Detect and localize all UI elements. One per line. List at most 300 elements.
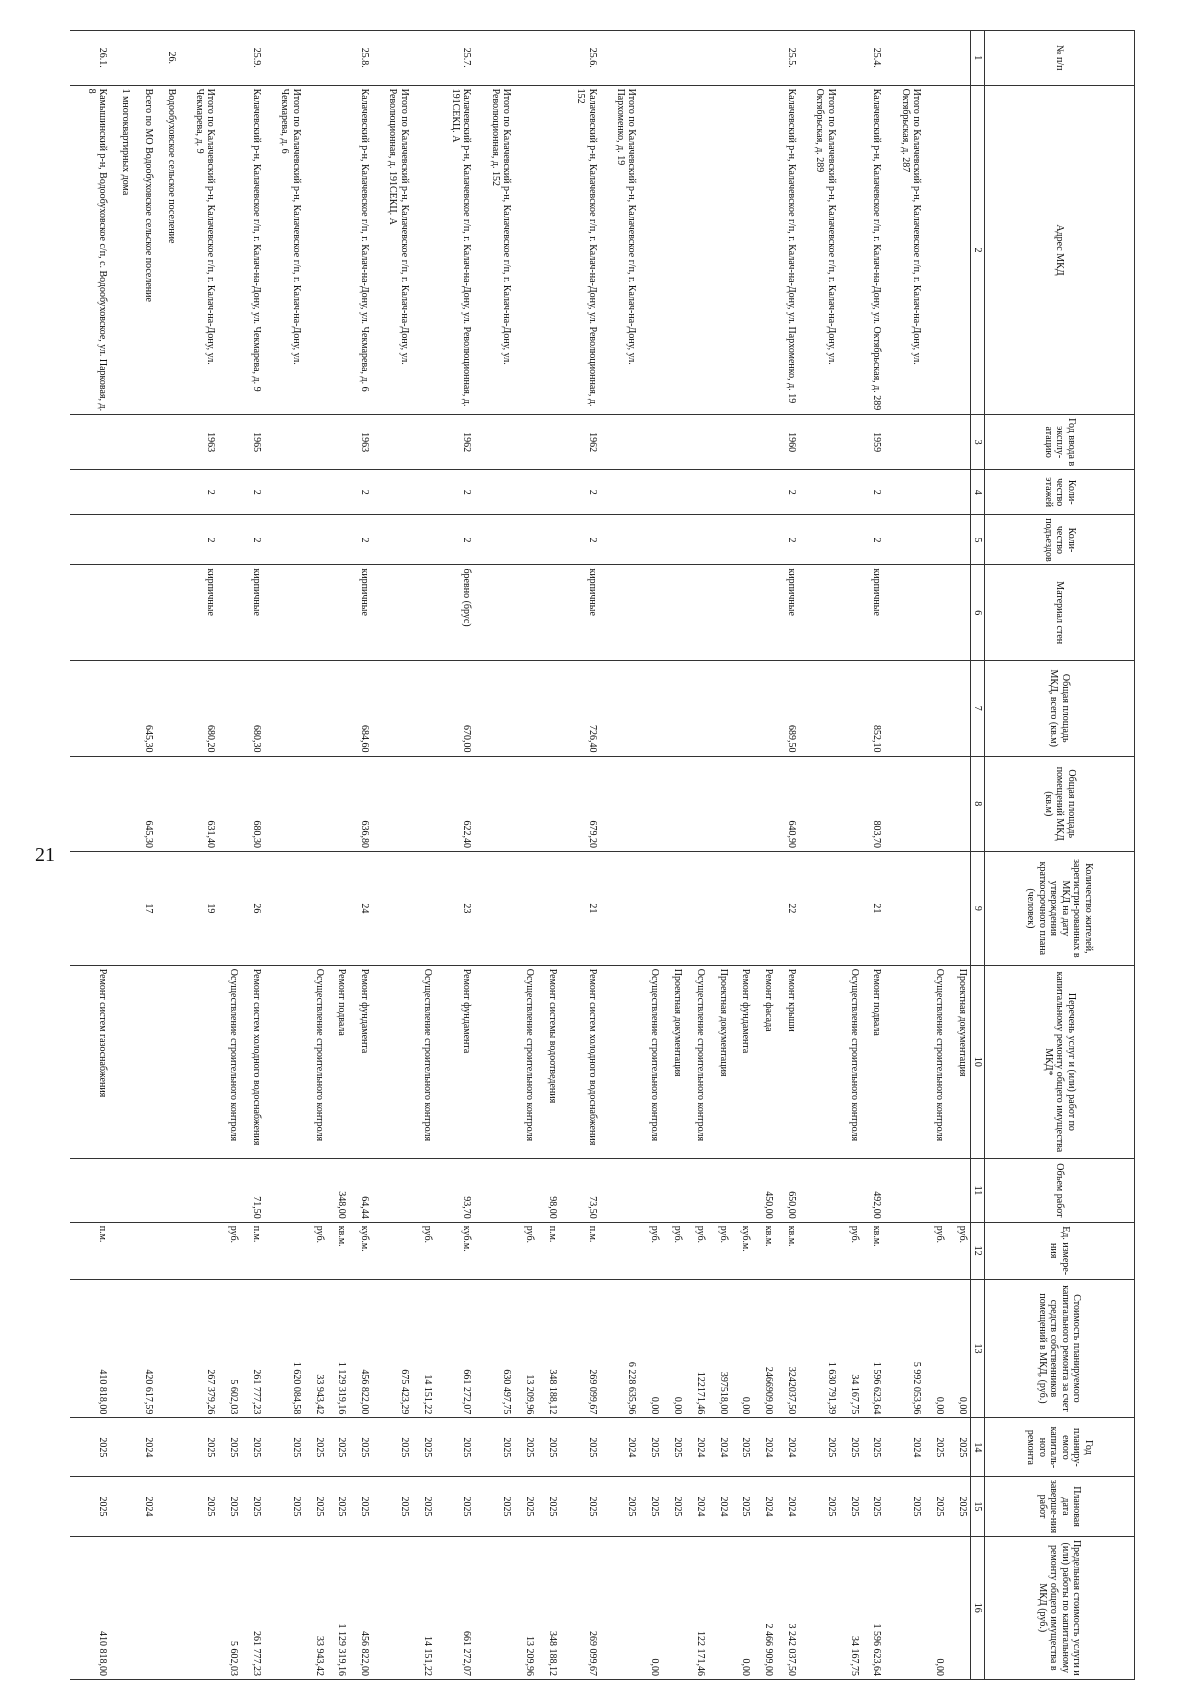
table-cell	[708, 756, 731, 852]
table-cell: 2025	[304, 1418, 327, 1477]
table-cell: 1 129 319,16	[327, 1279, 350, 1418]
table-cell	[662, 31, 685, 86]
table-cell	[110, 1418, 133, 1477]
table-cell: 0,00	[731, 1536, 754, 1679]
table-cell: 2025	[862, 1418, 885, 1477]
table-cell: 410 818,00	[70, 1536, 110, 1679]
table-cell	[799, 1159, 839, 1223]
table-cell	[731, 852, 754, 966]
capital-repair-table	[70, 30, 1135, 1680]
table-cell	[264, 1159, 304, 1223]
table-cell: 2025	[304, 1477, 327, 1536]
table-cell: п.м.	[537, 1222, 560, 1279]
header-row	[985, 31, 1135, 1680]
table-cell	[600, 565, 640, 661]
table-cell: 2024	[133, 1477, 156, 1536]
table-cell	[264, 965, 304, 1158]
table-cell: 2025	[537, 1477, 560, 1536]
table-cell: 2024	[133, 1418, 156, 1477]
column-number: 10	[971, 965, 985, 1158]
table-cell: п.м.	[560, 1222, 600, 1279]
table-row	[327, 31, 350, 1680]
table-cell	[110, 515, 133, 565]
table-cell: 0,00	[924, 1536, 947, 1679]
table-cell	[514, 565, 537, 661]
table-cell	[839, 660, 862, 756]
column-header: № п/п	[985, 31, 1135, 86]
table-row	[474, 31, 514, 1680]
table-cell: 3 242 037,50	[776, 1536, 799, 1679]
table-cell: 636,80	[349, 756, 372, 852]
table-cell	[70, 469, 110, 514]
table-row	[372, 31, 412, 1680]
table-cell	[110, 852, 133, 966]
table-cell	[947, 756, 971, 852]
table-cell	[537, 415, 560, 470]
table-cell: кирпичные	[776, 565, 799, 661]
table-cell: кв.м.	[753, 1222, 776, 1279]
table-cell	[372, 852, 412, 966]
table-cell: 420 617,59	[133, 1279, 156, 1418]
table-cell	[264, 515, 304, 565]
table-cell	[304, 515, 327, 565]
table-cell	[327, 469, 350, 514]
table-cell: 2025	[731, 1418, 754, 1477]
table-cell: Осуществление строительного контроля	[639, 965, 662, 1158]
table-cell: Осуществление строительного контроля	[514, 965, 537, 1158]
table-cell	[474, 565, 514, 661]
table-cell: 2 466 909,00	[753, 1536, 776, 1679]
table-cell: Ремонт фундамента	[349, 965, 372, 1158]
table-cell: 2025	[412, 1477, 435, 1536]
table-row	[412, 31, 435, 1680]
table-cell	[685, 469, 708, 514]
table-cell	[264, 415, 304, 470]
table-cell: 680,20	[179, 660, 219, 756]
table-cell: Калачевский р-н, Калачевское г/п, г. Калач-на-Дону, ул. Чекмарева, д. 9	[241, 85, 264, 415]
table-cell: 348 188,12	[537, 1536, 560, 1679]
table-cell	[327, 85, 350, 415]
table-cell: 2025	[218, 1418, 241, 1477]
table-cell: 2	[560, 515, 600, 565]
table-cell: кирпичные	[179, 565, 219, 661]
table-cell: 0,00	[639, 1536, 662, 1679]
table-cell	[839, 415, 862, 470]
table-cell: Ремонт систем холодного водоснабжения	[560, 965, 600, 1158]
table-cell	[884, 515, 924, 565]
table-cell: 2025	[241, 1418, 264, 1477]
table-cell	[70, 852, 110, 966]
table-row	[218, 31, 241, 1680]
table-cell	[753, 515, 776, 565]
table-cell: руб.	[947, 1222, 971, 1279]
table-cell	[514, 85, 537, 415]
table-cell: руб.	[708, 1222, 731, 1279]
table-cell	[884, 415, 924, 470]
table-cell	[133, 415, 156, 470]
table-cell	[304, 852, 327, 966]
table-cell: 5 992 053,96	[884, 1279, 924, 1418]
column-number: 11	[971, 1159, 985, 1223]
table-cell	[327, 31, 350, 86]
table-cell	[600, 415, 640, 470]
table-cell: 1959	[862, 415, 885, 470]
table-row	[179, 31, 219, 1680]
table-cell	[156, 1477, 179, 1536]
table-cell: 19	[179, 852, 219, 966]
table-cell	[412, 469, 435, 514]
column-number: 3	[971, 415, 985, 470]
table-cell: 269 099,67	[560, 1536, 600, 1679]
table-cell: 726,40	[560, 660, 600, 756]
table-cell: 679,20	[560, 756, 600, 852]
table-cell: 25.9.	[241, 31, 264, 86]
table-row	[662, 31, 685, 1680]
table-cell: 2	[241, 515, 264, 565]
table-cell: кирпичные	[560, 565, 600, 661]
table-cell: 2025	[884, 1477, 924, 1536]
table-cell: кв.м.	[862, 1222, 885, 1279]
table-cell: 261 777,23	[241, 1536, 264, 1679]
table-cell: кирпичные	[241, 565, 264, 661]
table-row	[133, 31, 156, 1680]
table-cell	[179, 1536, 219, 1679]
table-row	[862, 31, 885, 1680]
table-row	[639, 31, 662, 1680]
table-cell: 622,40	[435, 756, 475, 852]
table-cell: 2	[435, 515, 475, 565]
table-cell	[474, 660, 514, 756]
table-cell	[264, 1536, 304, 1679]
table-cell: кирпичные	[349, 565, 372, 661]
table-cell: 2025	[799, 1418, 839, 1477]
table-cell: Всего по МО Водообуховское сельское поселение	[133, 85, 156, 415]
table-cell: 2025	[537, 1418, 560, 1477]
table-row	[514, 31, 537, 1680]
table-cell	[514, 469, 537, 514]
table-cell	[372, 965, 412, 1158]
table-cell	[133, 1222, 156, 1279]
table-cell	[753, 756, 776, 852]
table-cell	[731, 469, 754, 514]
table-row	[947, 31, 971, 1680]
table-row	[799, 31, 839, 1680]
table-cell: Ремонт фундамента	[435, 965, 475, 1158]
table-cell	[639, 85, 662, 415]
rotated-table-sheet	[70, 30, 1135, 1680]
table-cell: руб.	[304, 1222, 327, 1279]
table-cell: 2	[241, 469, 264, 514]
table-cell: 122 171,46	[685, 1536, 708, 1679]
table-cell	[514, 31, 537, 86]
table-cell	[218, 31, 241, 86]
table-cell: Итого по Калачевский р-н, Калачевское г/п, г. Калач-на-Дону, ул. Революционная, д. 191СЕКЦ. А	[372, 85, 412, 415]
table-cell	[70, 415, 110, 470]
table-cell: 2025	[372, 1477, 412, 1536]
table-cell	[600, 31, 640, 86]
table-row	[753, 31, 776, 1680]
table-cell	[839, 515, 862, 565]
table-cell	[799, 756, 839, 852]
table-cell: Калачевский р-н, Калачевское г/п, г. Калач-на-Дону, ул. Чекмарева, д. 6	[349, 85, 372, 415]
table-cell	[110, 1279, 133, 1418]
table-cell: 21	[862, 852, 885, 966]
table-cell: Проектная документация	[662, 965, 685, 1158]
table-cell	[753, 415, 776, 470]
table-cell	[304, 756, 327, 852]
table-cell: Проектная документация	[708, 965, 731, 1158]
table-cell	[133, 1159, 156, 1223]
table-cell	[372, 1536, 412, 1679]
table-cell	[156, 756, 179, 852]
table-cell: 2025	[947, 1477, 971, 1536]
column-header: Коли-чество этажей	[985, 469, 1135, 514]
table-cell	[474, 852, 514, 966]
table-cell: 21	[560, 852, 600, 966]
table-cell: 2025	[264, 1418, 304, 1477]
table-cell	[179, 1159, 219, 1223]
table-cell	[884, 852, 924, 966]
column-number: 16	[971, 1536, 985, 1679]
table-cell: 803,70	[862, 756, 885, 852]
table-cell	[731, 415, 754, 470]
table-cell: Калачевский р-н, Калачевское г/п, г. Калач-на-Дону, ул. Октябрьская, д. 289	[862, 85, 885, 415]
column-header: Плановая дата заверше-ния работ	[985, 1477, 1135, 1536]
table-cell	[537, 565, 560, 661]
table-cell	[884, 469, 924, 514]
table-cell	[947, 1159, 971, 1223]
table-cell	[884, 1222, 924, 1279]
table-cell	[474, 515, 514, 565]
column-header: Общая площадь МКД, всего (кв.м)	[985, 660, 1135, 756]
table-cell	[708, 515, 731, 565]
table-cell: 2466909,00	[753, 1279, 776, 1418]
table-cell	[708, 1536, 731, 1679]
table-cell: 2025	[179, 1477, 219, 1536]
table-cell	[731, 515, 754, 565]
table-cell	[218, 515, 241, 565]
table-cell	[708, 415, 731, 470]
table-cell: 0,00	[947, 1279, 971, 1418]
column-number: 14	[971, 1418, 985, 1477]
table-cell: Итого по Калачевский р-н, Калачевское г/п, г. Калач-на-Дону, ул. Пархоменко, д. 19	[600, 85, 640, 415]
table-cell	[412, 415, 435, 470]
table-cell: 122171,46	[685, 1279, 708, 1418]
table-cell: 852,10	[862, 660, 885, 756]
table-cell	[799, 965, 839, 1158]
table-cell	[537, 85, 560, 415]
table-cell: 2	[349, 469, 372, 514]
table-cell: 640,90	[776, 756, 799, 852]
table-cell	[412, 756, 435, 852]
table-cell: 2025	[662, 1418, 685, 1477]
table-cell: 24	[349, 852, 372, 966]
table-cell	[639, 1159, 662, 1223]
table-cell: 2	[349, 515, 372, 565]
table-cell	[731, 31, 754, 86]
table-cell	[662, 515, 685, 565]
table-cell: 684,60	[349, 660, 372, 756]
table-cell: Проектная документация	[947, 965, 971, 1158]
table-cell	[662, 469, 685, 514]
table-cell	[924, 469, 947, 514]
table-cell: 2025	[600, 1477, 640, 1536]
table-cell: 2025	[474, 1477, 514, 1536]
table-cell: 2025	[924, 1477, 947, 1536]
table-cell	[600, 965, 640, 1158]
table-cell	[924, 31, 947, 86]
table-cell: 2025	[241, 1477, 264, 1536]
table-cell: 1963	[179, 415, 219, 470]
column-header: Количество жителей, зарегистри-рованных в МКД на дату утверждения краткосрочного плана (человек)	[985, 852, 1135, 966]
table-cell	[179, 965, 219, 1158]
table-cell: 2025	[662, 1477, 685, 1536]
table-cell: 2025	[435, 1477, 475, 1536]
table-cell: 2025	[218, 1477, 241, 1536]
table-cell: Ремонт подвала	[327, 965, 350, 1158]
table-cell	[218, 415, 241, 470]
table-cell	[947, 852, 971, 966]
table-cell: 14 151,22	[412, 1279, 435, 1418]
table-cell: 5 602,03	[218, 1279, 241, 1418]
table-cell	[662, 756, 685, 852]
table-cell: руб.	[218, 1222, 241, 1279]
table-cell	[685, 415, 708, 470]
table-cell	[514, 756, 537, 852]
table-cell	[600, 515, 640, 565]
table-cell: 1962	[560, 415, 600, 470]
table-row	[924, 31, 947, 1680]
table-cell: Камышинский р-н, Водообуховское с/п, с. Водообуховское, ул. Парковая, д. 8	[70, 85, 110, 415]
table-cell	[839, 85, 862, 415]
table-cell: 2024	[753, 1418, 776, 1477]
table-cell: 26.1.	[70, 31, 110, 86]
table-cell	[947, 85, 971, 415]
table-cell: 34 167,75	[839, 1536, 862, 1679]
table-cell: 33 943,42	[304, 1279, 327, 1418]
table-cell: Осуществление строительного контроля	[412, 965, 435, 1158]
table-cell	[685, 756, 708, 852]
column-number: 13	[971, 1279, 985, 1418]
table-cell: 261 777,23	[241, 1279, 264, 1418]
table-cell: Осуществление строительного контроля	[685, 965, 708, 1158]
table-cell: 2024	[685, 1477, 708, 1536]
table-cell	[133, 1536, 156, 1679]
table-cell	[799, 515, 839, 565]
table-cell	[884, 565, 924, 661]
column-header: Предельная стоимость услуги и (или) работы по капитальному ремонту общего имущества в МКД (руб.)	[985, 1536, 1135, 1679]
column-number-row	[971, 31, 985, 1680]
table-cell	[537, 660, 560, 756]
table-cell	[264, 660, 304, 756]
table-cell	[304, 565, 327, 661]
table-cell	[884, 1159, 924, 1223]
table-cell: 661 272,07	[435, 1279, 475, 1418]
table-cell: 1965	[241, 415, 264, 470]
table-cell	[685, 565, 708, 661]
column-number: 1	[971, 31, 985, 86]
table-cell: 2024	[776, 1477, 799, 1536]
table-cell: 25.7.	[435, 31, 475, 86]
table-cell	[156, 965, 179, 1158]
table-cell: кв.м.	[327, 1222, 350, 1279]
table-cell: 2025	[731, 1477, 754, 1536]
table-cell	[218, 756, 241, 852]
table-cell	[662, 85, 685, 415]
table-cell: 492,00	[862, 1159, 885, 1223]
table-cell	[600, 1222, 640, 1279]
table-cell	[839, 469, 862, 514]
table-cell	[70, 660, 110, 756]
table-cell	[218, 469, 241, 514]
table-cell: 1962	[435, 415, 475, 470]
table-cell: 2024	[708, 1418, 731, 1477]
table-cell: 397518,00	[708, 1279, 731, 1418]
table-cell	[753, 852, 776, 966]
table-cell	[600, 852, 640, 966]
table-cell: 456 822,00	[349, 1536, 372, 1679]
table-cell	[304, 85, 327, 415]
table-cell	[110, 1536, 133, 1679]
table-cell: 2025	[639, 1477, 662, 1536]
table-cell: 93,70	[435, 1159, 475, 1223]
table-cell: 26.	[156, 31, 179, 86]
table-cell: 2025	[349, 1418, 372, 1477]
table-row	[537, 31, 560, 1680]
table-cell: 2025	[327, 1477, 350, 1536]
table-cell	[639, 852, 662, 966]
table-cell: 680,30	[241, 660, 264, 756]
column-header: Стоимость планируемого капитального ремонта за счет средств собственников помещений в МКД, (руб.)	[985, 1279, 1135, 1418]
table-cell	[924, 852, 947, 966]
table-cell	[662, 565, 685, 661]
table-cell: 25.8.	[349, 31, 372, 86]
table-cell: 1 596 623,64	[862, 1279, 885, 1418]
table-cell: 630 497,75	[474, 1279, 514, 1418]
table-cell: Итого по Калачевский р-н, Калачевское г/п, г. Калач-на-Дону, ул. Чекмарева, д. 9	[179, 85, 219, 415]
table-cell	[110, 756, 133, 852]
table-cell	[947, 1536, 971, 1679]
table-cell: 2024	[600, 1418, 640, 1477]
table-cell: 348 188,12	[537, 1279, 560, 1418]
table-cell: 2025	[799, 1477, 839, 1536]
table-cell	[600, 660, 640, 756]
table-cell: п.м.	[241, 1222, 264, 1279]
table-cell	[372, 660, 412, 756]
table-cell	[947, 515, 971, 565]
table-cell: 2	[776, 469, 799, 514]
table-cell	[133, 565, 156, 661]
table-cell	[799, 469, 839, 514]
table-cell	[474, 1159, 514, 1223]
table-cell: 2024	[708, 1477, 731, 1536]
table-cell	[110, 469, 133, 514]
table-row	[241, 31, 264, 1680]
table-cell	[947, 31, 971, 86]
table-cell	[884, 31, 924, 86]
table-cell: 1 620 084,58	[264, 1279, 304, 1418]
table-cell: 13 209,96	[514, 1279, 537, 1418]
table-cell	[799, 565, 839, 661]
table-cell	[474, 31, 514, 86]
table-cell	[924, 1159, 947, 1223]
table-cell: 25.4.	[862, 31, 885, 86]
table-cell: 34 167,75	[839, 1279, 862, 1418]
table-cell: 0,00	[924, 1279, 947, 1418]
table-cell	[662, 660, 685, 756]
table-cell: 22	[776, 852, 799, 966]
table-cell: руб.	[514, 1222, 537, 1279]
